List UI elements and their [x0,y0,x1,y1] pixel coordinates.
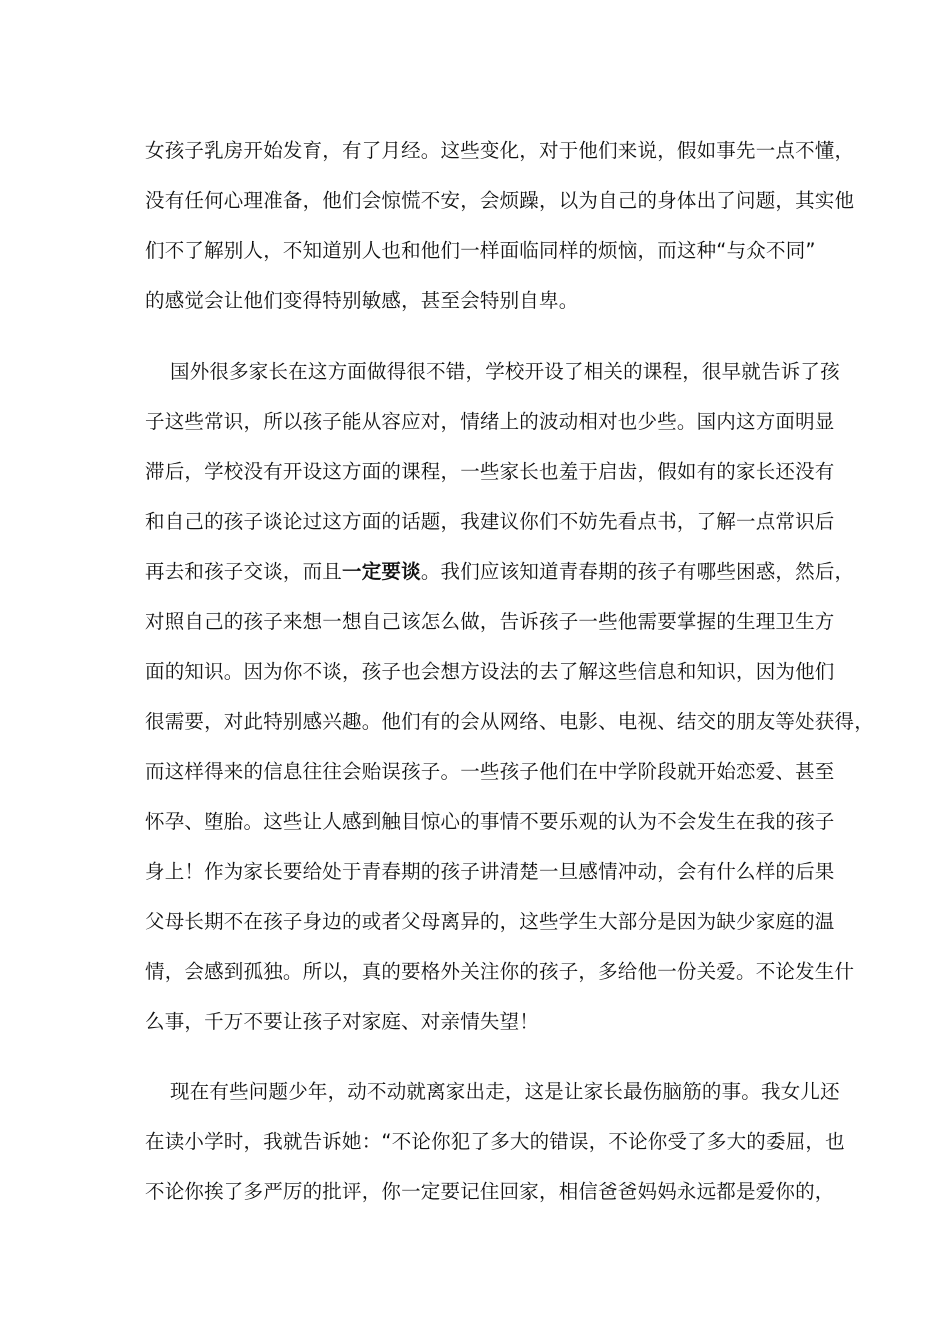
paragraph-1-line-3: 们不了解别人，不知道别人也和他们一样面临同样的烦恼，而这种“与众不同” [145,239,816,262]
paragraph-2-line-2: 子这些常识，所以孩子能从容应对，情绪上的波动相对也少些。国内这方面明显 [145,410,835,433]
paragraph-1-line-4: 的感觉会让他们变得特别敏感，甚至会特别自卑。 [145,289,579,312]
paragraph-3-line-2: 在读小学时，我就告诉她：“不论你犯了多大的错误，不论你受了多大的委屈，也 [145,1130,845,1153]
paragraph-2-line-12: 父母长期不在孩子身边的或者父母离异的，这些学生大部分是因为缺少家庭的温 [145,910,835,933]
paragraph-1-line-1: 女孩子乳房开始发育，有了月经。这些变化，对于他们来说，假如事先一点不懂， [145,139,855,162]
paragraph-2-line-7: 面的知识。因为你不谈，孩子也会想方设法的去了解这些信息和知识，因为他们 [145,660,835,683]
paragraph-3-line-3: 不论你挨了多严厉的批评，你一定要记住回家，相信爸爸妈妈永远都是爱你的， [145,1180,835,1203]
paragraph-2-line-4: 和自己的孩子谈论过这方面的话题，我建议你们不妨先看点书，了解一点常识后 [145,510,835,533]
paragraph-2-line-3: 滞后，学校没有开设这方面的课程，一些家长也羞于启齿，假如有的家长还没有 [145,460,835,483]
paragraph-2-line-6: 对照自己的孩子来想一想自己该怎么做，告诉孩子一些他需要掌握的生理卫生方 [145,610,835,633]
paragraph-2-line-1: 国外很多家长在这方面做得很不错，学校开设了相关的课程，很早就告诉了孩 [170,360,840,383]
paragraph-2-line-5-before: 再去和孩子交谈，而且 [145,560,343,583]
paragraph-2-line-5 [145,557,855,587]
paragraph-3-line-1: 现在有些问题少年，动不动就离家出走，这是让家长最伤脑筋的事。我女儿还 [170,1080,840,1103]
paragraph-2-line-14: 么事，千万不要让孩子对家庭、对亲情失望！ [145,1010,540,1033]
emphasis-text: 一定要谈 [342,560,421,583]
paragraph-2-line-9: 而这样得来的信息往往会贻误孩子。一些孩子他们在中学阶段就开始恋爱、甚至 [145,760,835,783]
paragraph-1-line-2: 没有任何心理准备，他们会惊慌不安，会烦躁，以为自己的身体出了问题，其实他 [145,189,855,212]
paragraph-2-line-8: 很需要，对此特别感兴趣。他们有的会从网络、电影、电视、结交的朋友等处获得， [145,710,874,733]
paragraph-2-line-5-after: 。我们应该知道青春期的孩子有哪些困惑，然后， [420,560,855,583]
paragraph-2-line-10: 怀孕、堕胎。这些让人感到触目惊心的事情不要乐观的认为不会发生在我的孩子 [145,810,835,833]
paragraph-2-line-13: 情，会感到孤独。所以，真的要格外关注你的孩子，多给他一份关爱。不论发生什 [145,960,855,983]
paragraph-2-line-11: 身上！作为家长要给处于青春期的孩子讲清楚一旦感情冲动，会有什么样的后果 [145,860,835,883]
